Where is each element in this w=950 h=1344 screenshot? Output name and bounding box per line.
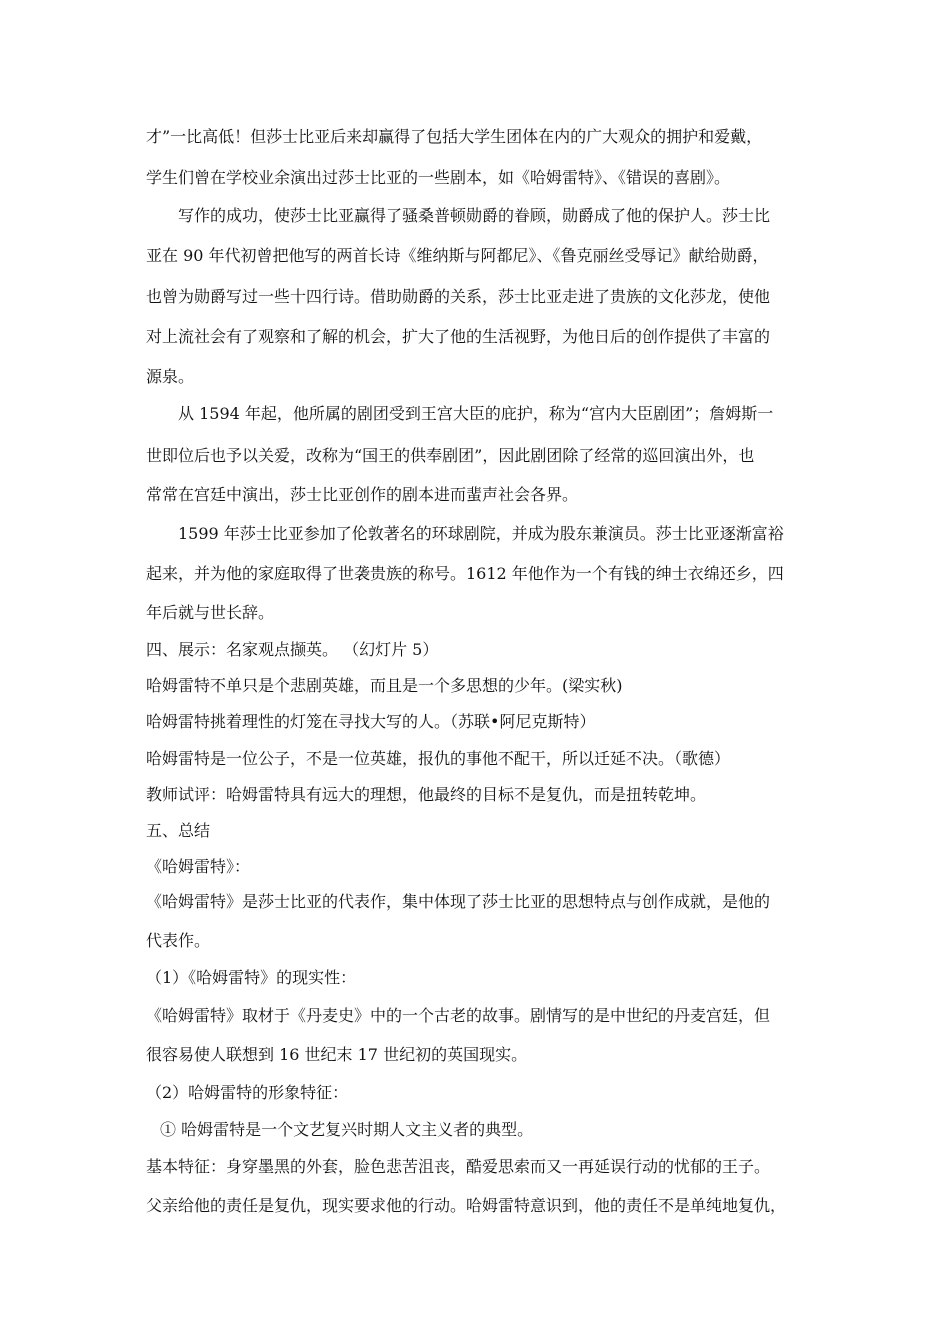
text-line: 起来，并为他的家庭取得了世袭贵族的称号。1612 年他作为一个有钱的绅士衣绵还乡，四 [146,564,784,583]
text-line: 哈姆雷特是一位公子，不是一位英雄，报仇的事他不配干，所以迁延不决。（歌德） [146,749,731,768]
text-line: 很容易使人联想到 16 世纪末 17 世纪初的英国现实。 [146,1045,528,1064]
text-line: 哈姆雷特挑着理性的灯笼在寻找大写的人。（苏联•阿尼克斯特） [146,712,596,731]
text-line: 父亲给他的责任是复仇，现实要求他的行动。哈姆雷特意识到，他的责任不是单纯地复仇， [146,1196,787,1215]
text-line: 《哈姆雷特》取材于《丹麦史》中的一个古老的故事。剧情写的是中世纪的丹麦宫廷，但 [146,1006,771,1025]
section-heading: 四、展示：名家观点撷英。 （幻灯片 5） [146,640,439,659]
text-line: 也曾为勋爵写过一些十四行诗。借助勋爵的关系，莎士比亚走进了贵族的文化莎龙，使他 [146,287,771,306]
text-line: 1599 年莎士比亚参加了伦敦著名的环球剧院，并成为股东兼演员。莎士比亚逐渐富裕 [178,524,784,543]
text-line: 基本特征：身穿墨黑的外套，脸色悲苦沮丧，酷爱思索而又一再延误行动的忧郁的王子。 [146,1157,771,1176]
text-line: 学生们曾在学校业余演出过莎士比亚的一些剧本，如《哈姆雷特》、《错误的喜剧》。 [146,168,731,187]
text-line: 哈姆雷特不单只是个悲剧英雄，而且是一个多思想的少年。(梁实秋) [146,676,623,695]
text-line: 《哈姆雷特》： [146,857,251,876]
text-line: 源泉。 [146,367,195,386]
text-line: 世即位后也予以关爱，改称为“国王的供奉剧团”，因此剧团除了经常的巡回演出外，也 [146,446,755,465]
text-line: （1）《哈姆雷特》的现实性： [146,968,357,987]
text-line: 教师试评：哈姆雷特具有远大的理想，他最终的目标不是复仇，而是扭转乾坤。 [146,785,707,804]
text-line: 亚在 90 年代初曾把他写的两首长诗《维纳斯与阿都尼》、《鲁克丽丝受辱记》献给勋爵， [146,246,769,265]
text-line: ① 哈姆雷特是一个文艺复兴时期人文主义者的典型。 [160,1120,534,1139]
text-line: 对上流社会有了观察和了解的机会，扩大了他的生活视野，为他日后的创作提供了丰富的 [146,327,771,346]
text-line: 《哈姆雷特》是莎士比亚的代表作，集中体现了莎士比亚的思想特点与创作成就，是他的 [146,892,771,911]
text-line: 年后就与世长辞。 [146,603,275,622]
section-heading: 五、总结 [146,821,211,840]
text-line: （2）哈姆雷特的形象特征： [146,1083,349,1102]
text-line: 写作的成功，使莎士比亚赢得了骚桑普顿勋爵的眷顾，勋爵成了他的保护人。莎士比 [178,206,771,225]
text-line: 从 1594 年起，他所属的剧团受到王宫大臣的庇护，称为“宫内大臣剧团”；詹姆斯一 [178,404,774,423]
text-line: 常常在宫廷中演出，莎士比亚创作的剧本进而蜚声社会各界。 [146,485,579,504]
text-line: 代表作。 [146,931,211,950]
text-line: 才”一比高低！但莎士比亚后来却赢得了包括大学生团体在内的广大观众的拥护和爱戴， [146,127,763,146]
